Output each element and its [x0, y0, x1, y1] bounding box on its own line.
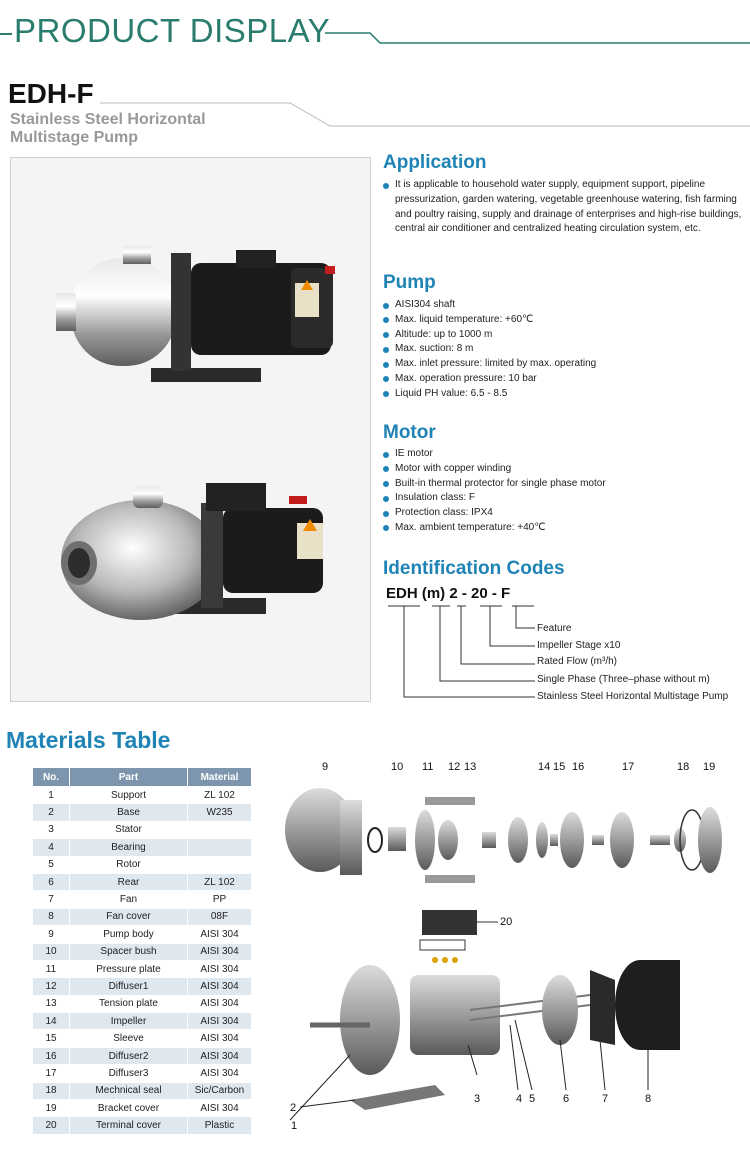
- table-row: [33, 821, 252, 838]
- part-name-cell: Mechnical seal: [70, 1082, 188, 1099]
- table-row: [33, 1065, 252, 1082]
- pump-spec-list: [383, 298, 745, 402]
- table-header-row: [33, 768, 252, 787]
- part-name-cell: Diffuser1: [70, 978, 188, 995]
- pump-heading: Pump: [383, 272, 436, 293]
- pump-spec-item: Max. inlet pressure: limited by max. operating: [383, 357, 745, 372]
- application-item: It is applicable to household water supply, equipment support, pipeline pressurization, garden watering, vegetable greenhouse watering, fish farming and poultry raising, supply and drainage of enterprises and high-rise buildings, central air conditioner and centralized heating circulation system, etc.: [383, 178, 745, 237]
- part-number-cell: 12: [33, 978, 70, 995]
- part-label-7: 7: [602, 1093, 609, 1105]
- material-cell: AISI 304: [188, 1013, 252, 1030]
- part-number-cell: 18: [33, 1082, 70, 1099]
- motor-spec-item: Built-in thermal protector for single phase motor: [383, 477, 745, 492]
- column-header: Part: [70, 768, 188, 787]
- material-cell: Plastic: [188, 1117, 252, 1134]
- table-row: [33, 873, 252, 890]
- table-row: [33, 1082, 252, 1099]
- table-row: [33, 1047, 252, 1064]
- motor-spec-list: [383, 447, 745, 536]
- part-name-cell: Pressure plate: [70, 960, 188, 977]
- part-name-cell: Rotor: [70, 856, 188, 873]
- part-number-cell: 17: [33, 1065, 70, 1082]
- table-row: [33, 978, 252, 995]
- part-name-cell: Diffuser2: [70, 1047, 188, 1064]
- material-cell: ZL 102: [188, 787, 252, 804]
- materials-table-body: [33, 787, 252, 1135]
- part-number-cell: 3: [33, 821, 70, 838]
- part-number-cell: 5: [33, 856, 70, 873]
- exploded-view-diagram: [270, 755, 750, 1150]
- material-cell: AISI 304: [188, 1100, 252, 1117]
- part-name-cell: Base: [70, 804, 188, 821]
- part-label-3: 3: [474, 1093, 481, 1105]
- part-name-cell: Terminal cover: [70, 1117, 188, 1134]
- identification-code: EDH (m) 2 - 20 - F: [386, 585, 511, 602]
- material-cell: Sic/Carbon: [188, 1082, 252, 1099]
- material-cell: AISI 304: [188, 995, 252, 1012]
- model-name: EDH-F: [8, 78, 94, 109]
- part-label-14: 14: [538, 761, 551, 773]
- part-label-5: 5: [529, 1093, 536, 1105]
- part-number-cell: 1: [33, 787, 70, 804]
- part-number-cell: 9: [33, 926, 70, 943]
- pump-spec-item: Max. operation pressure: 10 bar: [383, 372, 745, 387]
- materials-table: [32, 767, 252, 1135]
- part-label-8: 8: [645, 1093, 652, 1105]
- materials-heading: Materials Table: [6, 727, 171, 753]
- application-list: [383, 178, 745, 237]
- table-row: [33, 891, 252, 908]
- part-number-cell: 7: [33, 891, 70, 908]
- part-label-15: 15: [553, 761, 566, 773]
- pump-photo-illustrations: [11, 158, 370, 701]
- part-number-cell: 15: [33, 1030, 70, 1047]
- material-cell: AISI 304: [188, 1065, 252, 1082]
- pump-photo-side: [56, 246, 335, 382]
- material-cell: ZL 102: [188, 873, 252, 890]
- part-label-16: 16: [572, 761, 585, 773]
- table-row: [33, 926, 252, 943]
- code-label-series: Stainless Steel Horizontal Multistage Pump: [537, 691, 729, 702]
- part-label-18: 18: [677, 761, 690, 773]
- material-cell: AISI 304: [188, 960, 252, 977]
- table-row: [33, 908, 252, 925]
- part-number-cell: 20: [33, 1117, 70, 1134]
- part-number-cell: 11: [33, 960, 70, 977]
- part-number-cell: 14: [33, 1013, 70, 1030]
- part-name-cell: Bearing: [70, 839, 188, 856]
- table-row: [33, 1013, 252, 1030]
- part-number-cell: 2: [33, 804, 70, 821]
- exploded-view-drawing: [270, 755, 750, 1150]
- part-number-cell: 8: [33, 908, 70, 925]
- table-row: [33, 856, 252, 873]
- subtitle-line-2: Multistage Pump: [10, 129, 139, 146]
- part-label-20: 20: [500, 916, 513, 928]
- part-number-cell: 13: [33, 995, 70, 1012]
- part-label-12: 12: [448, 761, 461, 773]
- code-label-rated-flow: Rated Flow (m³/h): [537, 656, 618, 667]
- pump-spec-item: Liquid PH value: 6.5 - 8.5: [383, 387, 745, 402]
- column-header: No.: [33, 768, 70, 787]
- part-name-cell: Bracket cover: [70, 1100, 188, 1117]
- material-cell: AISI 304: [188, 1047, 252, 1064]
- part-label-10: 10: [391, 761, 404, 773]
- code-label-feature: Feature: [537, 623, 572, 634]
- part-name-cell: Tension plate: [70, 995, 188, 1012]
- motor-spec-item: Insulation class: F: [383, 491, 745, 506]
- part-name-cell: Stator: [70, 821, 188, 838]
- part-name-cell: Pump body: [70, 926, 188, 943]
- part-name-cell: Rear: [70, 873, 188, 890]
- material-cell: AISI 304: [188, 943, 252, 960]
- table-row: [33, 787, 252, 804]
- identification-leader-lines: [380, 600, 540, 705]
- material-cell: 08F: [188, 908, 252, 925]
- part-number-cell: 19: [33, 1100, 70, 1117]
- material-cell: PP: [188, 891, 252, 908]
- material-cell: AISI 304: [188, 978, 252, 995]
- material-cell: AISI 304: [188, 1030, 252, 1047]
- application-heading: Application: [383, 152, 487, 173]
- pump-spec-item: Max. liquid temperature: +60℃: [383, 313, 745, 328]
- pump-spec-item: AISI304 shaft: [383, 298, 745, 313]
- table-row: [33, 943, 252, 960]
- motor-spec-item: Protection class: IPX4: [383, 506, 745, 521]
- part-name-cell: Fan cover: [70, 908, 188, 925]
- material-cell: [188, 856, 252, 873]
- material-cell: W235: [188, 804, 252, 821]
- code-label-phase: Single Phase (Three–phase without m): [537, 674, 710, 685]
- pump-spec-item: Max. suction: 8 m: [383, 342, 745, 357]
- table-row: [33, 804, 252, 821]
- product-photo-panel: [10, 157, 371, 702]
- pump-spec-item: Altitude: up to 1000 m: [383, 328, 745, 343]
- header-rule-left: [0, 33, 12, 35]
- part-label-11: 11: [422, 761, 434, 773]
- terminal-box: [420, 910, 498, 963]
- part-label-6: 6: [563, 1093, 570, 1105]
- part-name-cell: Support: [70, 787, 188, 804]
- table-row: [33, 960, 252, 977]
- motor-spec-item: IE motor: [383, 447, 745, 462]
- part-name-cell: Spacer bush: [70, 943, 188, 960]
- part-label-4: 4: [516, 1093, 523, 1105]
- part-number-cell: 16: [33, 1047, 70, 1064]
- table-row: [33, 995, 252, 1012]
- table-row: [33, 1117, 252, 1134]
- motor-parts-bottom: [310, 960, 680, 1110]
- part-name-cell: Impeller: [70, 1013, 188, 1030]
- identification-heading: Identification Codes: [383, 558, 565, 579]
- part-label-9: 9: [322, 761, 329, 773]
- part-number-cell: 6: [33, 873, 70, 890]
- table-row: [33, 839, 252, 856]
- motor-spec-item: Max. ambient temperature: +40℃: [383, 521, 745, 536]
- table-row: [33, 1100, 252, 1117]
- model-subtitle: [10, 111, 206, 147]
- part-name-cell: Fan: [70, 891, 188, 908]
- pump-parts-top: [285, 788, 722, 883]
- material-cell: [188, 821, 252, 838]
- part-label-17: 17: [622, 761, 635, 773]
- part-name-cell: Diffuser3: [70, 1065, 188, 1082]
- part-number-cell: 4: [33, 839, 70, 856]
- motor-heading: Motor: [383, 422, 436, 443]
- header-rule-right: [325, 0, 750, 60]
- column-header: Material: [188, 768, 252, 787]
- code-label-impeller-stage: Impeller Stage x10: [537, 640, 621, 651]
- pump-photo-front: [61, 483, 323, 620]
- part-number-cell: 10: [33, 943, 70, 960]
- material-cell: [188, 839, 252, 856]
- part-label-1: 1: [291, 1120, 298, 1132]
- page-title: PRODUCT DISPLAY: [14, 12, 331, 49]
- part-name-cell: Sleeve: [70, 1030, 188, 1047]
- motor-spec-item: Motor with copper winding: [383, 462, 745, 477]
- subtitle-line-1: Stainless Steel Horizontal: [10, 111, 206, 128]
- material-cell: AISI 304: [188, 926, 252, 943]
- table-row: [33, 1030, 252, 1047]
- part-label-2: 2: [290, 1102, 297, 1114]
- part-label-19: 19: [703, 761, 716, 773]
- part-label-13: 13: [464, 761, 477, 773]
